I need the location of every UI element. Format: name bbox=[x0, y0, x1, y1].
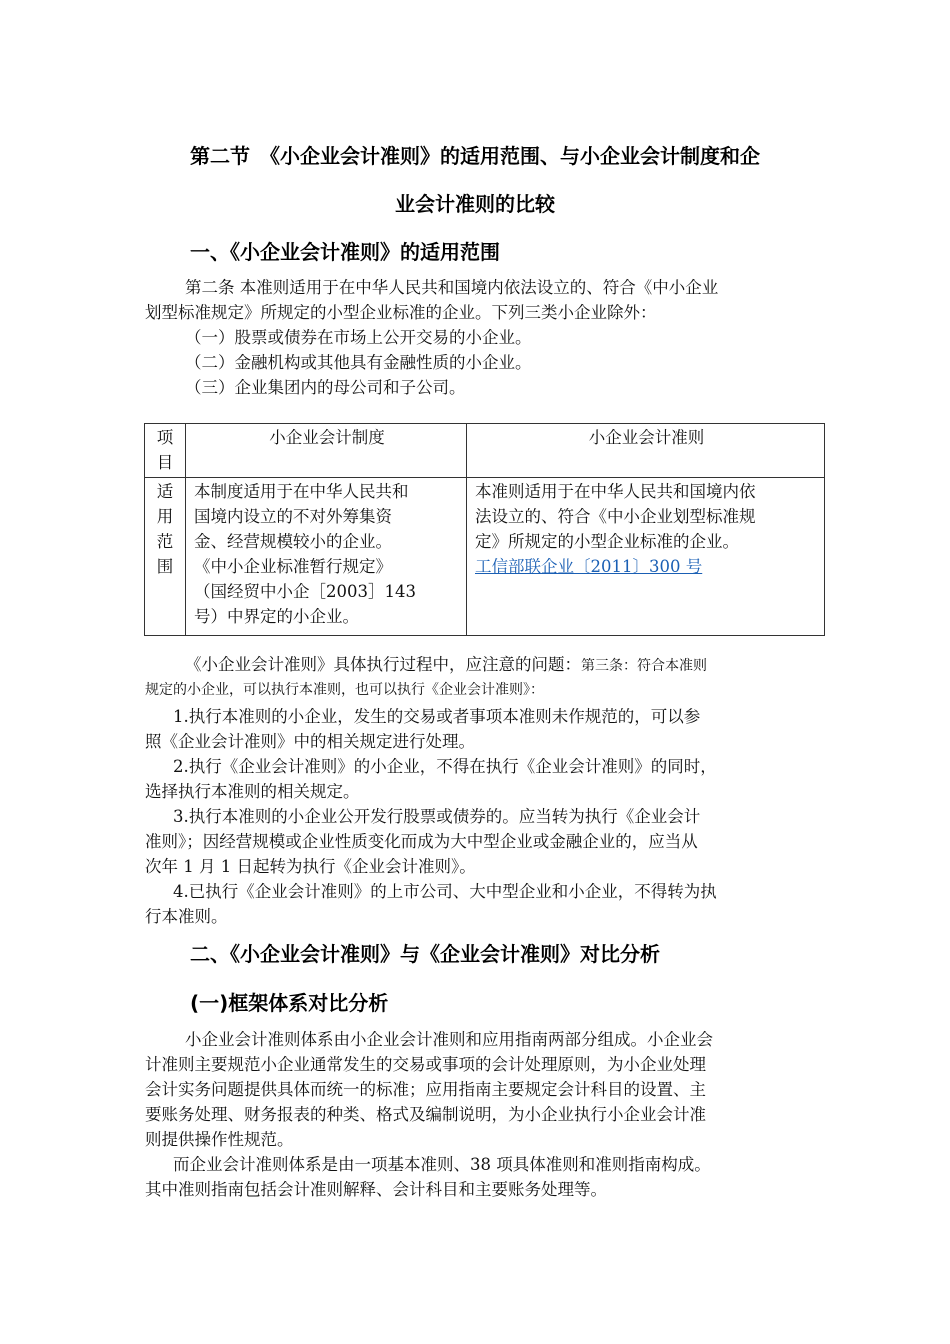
paragraph-line: 而企业会计准则体系是由一项基本准则、38 项具体准则和准则指南构成。 bbox=[173, 1155, 711, 1174]
cell-line: 定》所规定的小型企业标准的企业。 bbox=[475, 532, 739, 551]
paragraph-line: 计准则主要规范小企业通常发生的交易或事项的会计处理原则，为小企业处理 bbox=[145, 1055, 706, 1074]
article-two-line1: 第二条 本准则适用于在中华人民共和国境内依法设立的、符合《中小企业 bbox=[185, 278, 719, 297]
cell-line: 本准则适用于在中华人民共和国境内依 bbox=[475, 482, 756, 501]
paragraph-line: 要账务处理、财务报表的种类、格式及编制说明，为小企业执行小企业会计准 bbox=[145, 1105, 706, 1124]
cell-line: 法设立的、符合《中小企业划型标准规 bbox=[475, 507, 756, 526]
table-header-cell: 小企业会计准则 bbox=[467, 424, 825, 478]
exclusion-item: （三）企业集团内的母公司和子公司。 bbox=[185, 378, 466, 397]
row-label-text: 适用范围 bbox=[156, 482, 174, 576]
note-item-line: 3.执行本准则的小企业公开发行股票或债券的。应当转为执行《企业会计 bbox=[173, 807, 701, 826]
table-cell bbox=[467, 478, 825, 636]
notes-intro-main: 《小企业会计准则》具体执行过程中，应注意的问题： bbox=[185, 655, 581, 674]
table-cell bbox=[186, 478, 467, 636]
subheading-framework: (一)框架体系对比分析 bbox=[190, 991, 389, 1015]
comparison-table bbox=[144, 423, 825, 636]
cell-line: 《中小企业标准暂行规定》 bbox=[194, 557, 392, 576]
article-three-line1: 第三条：符合本准则 bbox=[581, 658, 707, 674]
note-item-line: 准则》；因经营规模或企业性质变化而成为大中型企业或金融企业的，应当从 bbox=[145, 832, 698, 851]
note-item-line: 次年 1 月 1 日起转为执行《企业会计准则》。 bbox=[145, 857, 476, 876]
heading-scope: 一、《小企业会计准则》的适用范围 bbox=[190, 240, 500, 264]
table-header-row bbox=[145, 424, 825, 478]
paragraph-line: 则提供操作性规范。 bbox=[145, 1130, 294, 1149]
cell-line: 本制度适用于在中华人民共和 bbox=[194, 482, 409, 501]
exclusion-item: （一）股票或债券在市场上公开交易的小企业。 bbox=[185, 328, 532, 347]
section-title-line1: 第二节 《小企业会计准则》的适用范围、与小企业会计制度和企 bbox=[190, 144, 760, 168]
paragraph-line: 小企业会计准则体系由小企业会计准则和应用指南两部分组成。小企业会 bbox=[185, 1030, 713, 1049]
header-item-text: 项目 bbox=[156, 428, 174, 472]
table-header-cell bbox=[145, 424, 186, 478]
note-item-line: 行本准则。 bbox=[145, 907, 228, 926]
note-item-line: 照《企业会计准则》中的相关规定进行处理。 bbox=[145, 732, 475, 751]
cell-line: 号）中界定的小企业。 bbox=[194, 607, 359, 626]
document-link[interactable]: 工信部联企业〔2011〕300 号 bbox=[475, 557, 703, 576]
article-three-line2: 规定的小企业，可以执行本准则，也可以执行《企业会计准则》： bbox=[145, 682, 544, 698]
exclusion-item: （二）金融机构或其他具有金融性质的小企业。 bbox=[185, 353, 532, 372]
article-two-line2: 划型标准规定》所规定的小型企业标准的企业。下列三类小企业除外： bbox=[145, 303, 657, 322]
heading-comparison: 二、《小企业会计准则》与《企业会计准则》对比分析 bbox=[190, 942, 660, 966]
paragraph-line: 会计实务问题提供具体而统一的标准；应用指南主要规定会计科目的设置、主 bbox=[145, 1080, 706, 1099]
note-item-line: 1.执行本准则的小企业，发生的交易或者事项本准则未作规范的，可以参 bbox=[173, 707, 701, 726]
note-item-line: 选择执行本准则的相关规定。 bbox=[145, 782, 360, 801]
cell-line: 国境内设立的不对外筹集资 bbox=[194, 507, 392, 526]
row-label-cell bbox=[145, 478, 186, 636]
notes-intro bbox=[185, 652, 707, 679]
cell-line: （国经贸中小企［2003］143 bbox=[194, 582, 416, 601]
note-item-line: 4.已执行《企业会计准则》的上市公司、大中型企业和小企业，不得转为执 bbox=[173, 882, 717, 901]
note-item-line: 2.执行《企业会计准则》的小企业，不得在执行《企业会计准则》的同时， bbox=[173, 757, 717, 776]
table-row bbox=[145, 478, 825, 636]
table-header-cell: 小企业会计制度 bbox=[186, 424, 467, 478]
cell-line: 金、经营规模较小的企业。 bbox=[194, 532, 392, 551]
paragraph-line: 其中准则指南包括会计准则解释、会计科目和主要账务处理等。 bbox=[145, 1180, 607, 1199]
section-title-line2: 业会计准则的比较 bbox=[395, 192, 555, 216]
